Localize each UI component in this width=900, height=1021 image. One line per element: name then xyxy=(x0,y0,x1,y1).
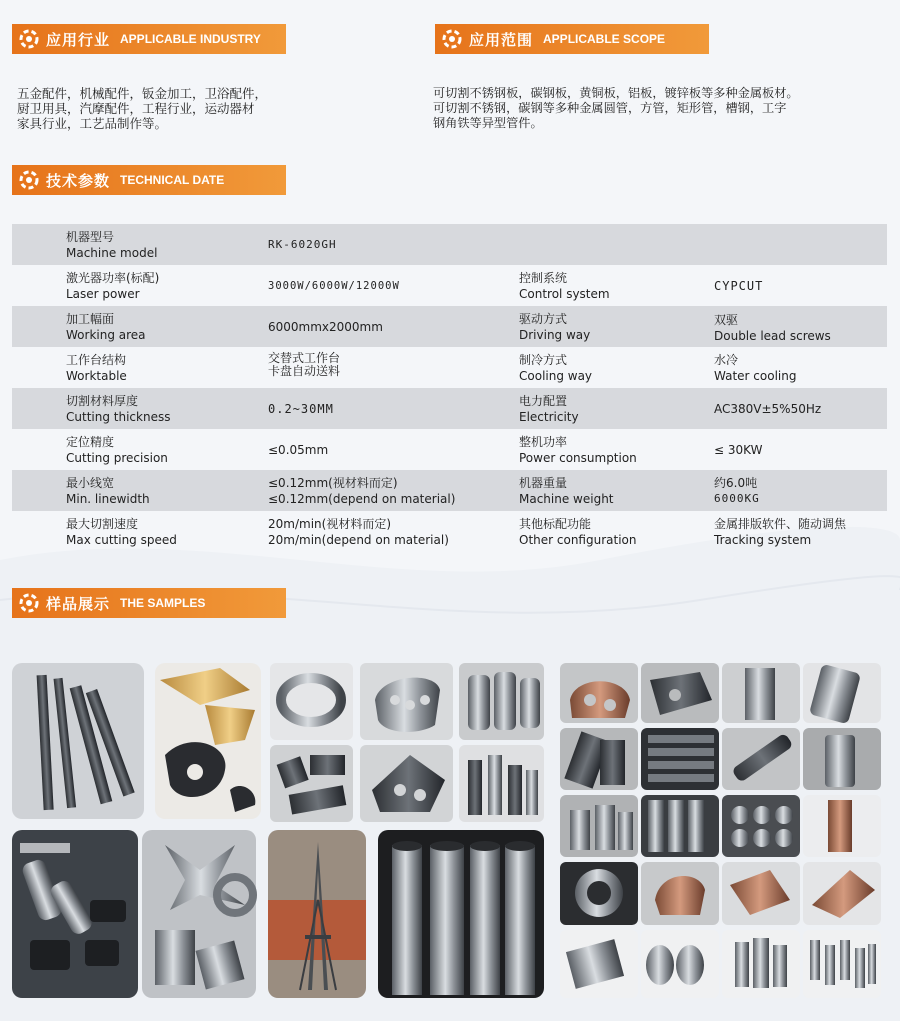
sample-photo xyxy=(270,745,353,822)
sample-photo xyxy=(803,862,881,925)
section-title-cn: 应用范围 xyxy=(469,30,534,49)
label-en: Cutting precision xyxy=(66,451,168,465)
industry-text: 五金配件，机械配件，钣金加工，卫浴配件， 厨卫用具，汽摩配件，工程行业，运动器材 家具行业，工艺品制作等。 xyxy=(17,86,268,131)
sample-photo xyxy=(641,862,719,925)
label-en: Machine model xyxy=(66,246,158,260)
label-en: Control system xyxy=(519,287,610,301)
sample-photo xyxy=(641,663,719,723)
label-cn: 制冷方式 xyxy=(519,353,568,367)
sample-photo xyxy=(270,663,353,740)
section-title-cn: 技术参数 xyxy=(46,171,111,190)
value: 交替式工作台 xyxy=(268,351,341,365)
sample-photo xyxy=(560,728,638,790)
value: CYPCUT xyxy=(714,279,764,293)
section-title-cn: 应用行业 xyxy=(46,30,111,49)
sample-photo xyxy=(803,728,881,790)
label-en: Min. linewidth xyxy=(66,492,150,506)
sample-photo xyxy=(560,862,638,925)
label-en: Cutting thickness xyxy=(66,410,171,424)
label-cn: 机器重量 xyxy=(519,476,568,490)
label-cn: 激光器功率(标配) xyxy=(66,271,160,285)
value: 卡盘自动送料 xyxy=(268,364,341,378)
sample-photo xyxy=(12,830,138,998)
sample-photo xyxy=(560,930,638,998)
value: 3000W/6000W/12000W xyxy=(268,280,400,292)
value: AC380V±5%50Hz xyxy=(714,402,822,416)
label-en: Power consumption xyxy=(519,451,637,465)
value: 20m/min(视材料而定) xyxy=(268,517,391,531)
sample-photo xyxy=(560,663,638,723)
value: ≤0.12mm(视材料而定) xyxy=(268,476,398,490)
sample-photo xyxy=(641,930,719,998)
label-cn: 最小线宽 xyxy=(66,476,115,490)
value: 水冷 xyxy=(714,353,739,367)
label-en: Max cutting speed xyxy=(66,533,177,547)
label-en: Electricity xyxy=(519,410,579,424)
value: ≤ 30KW xyxy=(714,443,763,457)
value: Double lead screws xyxy=(714,329,831,343)
value: 6000mmx2000mm xyxy=(268,320,383,334)
sample-photo xyxy=(722,862,800,925)
label-cn: 加工幅面 xyxy=(66,312,115,326)
label-cn: 工作台结构 xyxy=(66,353,127,367)
label-cn: 定位精度 xyxy=(66,435,115,449)
sample-photo xyxy=(560,795,638,857)
sample-photo xyxy=(155,663,261,819)
value: 20m/min(depend on material) xyxy=(268,533,449,547)
section-title-en: APPLICABLE SCOPE xyxy=(543,32,666,46)
label-cn: 控制系统 xyxy=(519,271,568,285)
sample-photo xyxy=(641,795,719,857)
sample-photo xyxy=(459,663,544,740)
value: Water cooling xyxy=(714,369,797,383)
sample-photo xyxy=(142,830,256,998)
sample-photo xyxy=(803,795,881,857)
label-en: Worktable xyxy=(66,369,127,383)
value: 约6.0吨 xyxy=(714,476,758,490)
sample-photo xyxy=(378,830,544,998)
sample-photo xyxy=(722,728,800,790)
value: 双驱 xyxy=(714,313,739,327)
scope-text: 可切割不锈钢板，碳钢板，黄铜板，铝板，镀锌板等多种金属板材。 可切割不锈钢，碳钢等多种金属圆管，方管，矩形管，槽钢，工字 钢角铁等异型管件。 xyxy=(433,86,799,130)
sample-photo xyxy=(360,745,453,822)
sample-photo xyxy=(722,795,800,857)
value: 6000KG xyxy=(714,492,760,505)
label-cn: 电力配置 xyxy=(519,394,568,408)
sample-photo xyxy=(12,663,144,819)
value: 0.2~30MM xyxy=(268,402,334,416)
label-en: Machine weight xyxy=(519,492,614,506)
sample-photo xyxy=(722,930,800,998)
sample-photo xyxy=(803,930,881,998)
section-title-en: TECHNICAL DATE xyxy=(120,173,225,187)
section-title-en: THE SAMPLES xyxy=(120,596,206,610)
sample-photo xyxy=(268,830,366,998)
value: Tracking system xyxy=(714,533,812,547)
value: ≤0.12mm(depend on material) xyxy=(268,492,456,506)
label-en: Other configuration xyxy=(519,533,637,547)
value: 金属排版软件、随动调焦 xyxy=(714,517,847,531)
label-cn: 驱动方式 xyxy=(519,312,568,326)
label-en: Cooling way xyxy=(519,369,593,383)
sample-photo xyxy=(360,663,453,740)
label-en: Working area xyxy=(66,328,146,342)
sample-photo xyxy=(459,745,544,822)
value: RK-6020GH xyxy=(268,238,337,251)
section-title-cn: 样品展示 xyxy=(46,594,111,613)
value: ≤0.05mm xyxy=(268,443,329,457)
label-cn: 切割材料厚度 xyxy=(66,394,139,408)
label-en: Laser power xyxy=(66,287,140,301)
sample-photo xyxy=(641,728,719,790)
section-title-en: APPLICABLE INDUSTRY xyxy=(120,32,261,46)
label-cn: 最大切割速度 xyxy=(66,517,139,531)
sample-photo xyxy=(722,663,800,723)
label-cn: 其他标配功能 xyxy=(519,517,592,531)
label-cn: 整机功率 xyxy=(519,435,568,449)
sample-photo xyxy=(803,663,881,724)
label-en: Driving way xyxy=(519,328,591,342)
label-cn: 机器型号 xyxy=(66,230,115,244)
